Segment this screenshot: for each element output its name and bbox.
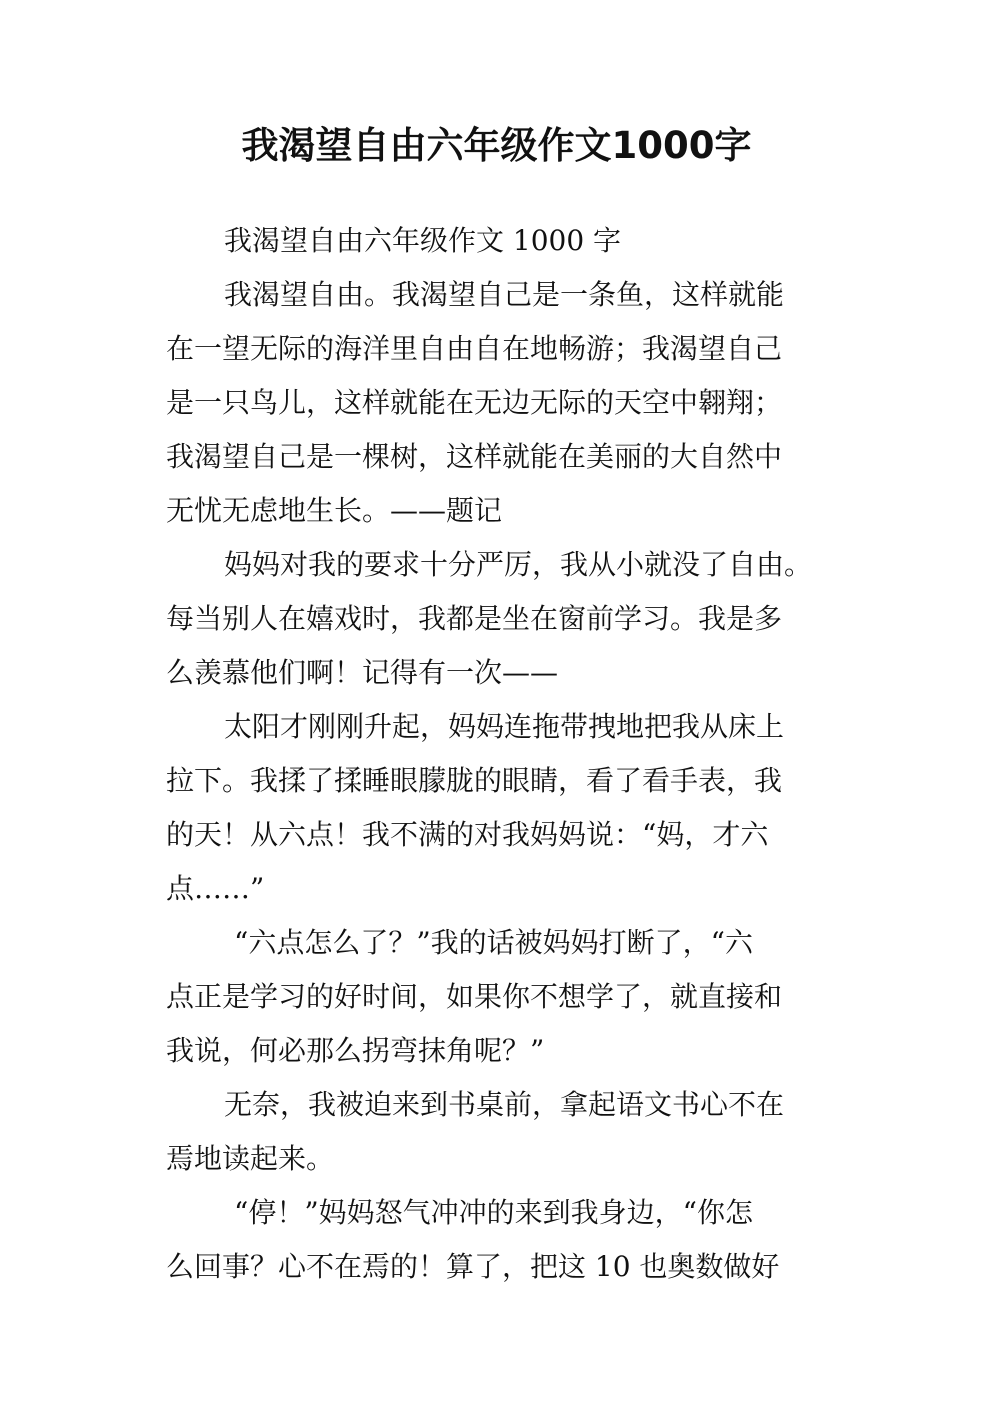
paragraph-line: 我渴望自由。我渴望自己是一条鱼，这样就能	[224, 278, 785, 311]
paragraph-line: 每当别人在嬉戏时，我都是坐在窗前学习。我是多	[166, 602, 783, 635]
paragraph-line: 我说，何必那么拐弯抹角呢？”	[166, 1034, 545, 1067]
paragraph-line: 点正是学习的好时间，如果你不想学了，就直接和	[166, 980, 783, 1013]
paragraph-line: 点……”	[166, 872, 265, 905]
document-title: 我渴望自由六年级作文1000字	[241, 124, 752, 167]
paragraph-line: 妈妈对我的要求十分严厉，我从小就没了自由。	[224, 548, 813, 581]
paragraph-line: 我渴望自己是一棵树，这样就能在美丽的大自然中	[166, 440, 783, 473]
paragraph-line: 么羡慕他们啊！记得有一次——	[166, 656, 559, 689]
subtitle-line: 我渴望自由六年级作文 1000 字	[224, 224, 622, 257]
document-body	[166, 214, 866, 1294]
paragraph-line: 是一只鸟儿，这样就能在无边无际的天空中翱翔；	[166, 386, 783, 419]
paragraph-line: “停！”妈妈怒气冲冲的来到我身边，“你怎	[234, 1196, 753, 1229]
paragraph-line: 太阳才刚刚升起，妈妈连拖带拽地把我从床上	[224, 710, 785, 743]
paragraph-line: 无奈，我被迫来到书桌前，拿起语文书心不在	[224, 1088, 785, 1121]
paragraph-line: 无忧无虑地生长。——题记	[166, 494, 503, 527]
paragraph-line: 焉地读起来。	[166, 1142, 335, 1175]
paragraph-line: “六点怎么了？”我的话被妈妈打断了，“六	[234, 926, 753, 959]
paragraph-line: 拉下。我揉了揉睡眼朦胧的眼睛，看了看手表，我	[166, 764, 783, 797]
paragraph-line: 么回事？心不在焉的！算了，把这 10 也奥数做好	[166, 1250, 780, 1283]
paragraph-line: 在一望无际的海洋里自由自在地畅游；我渴望自己	[166, 332, 783, 365]
paragraph-line: 的天！从六点！我不满的对我妈妈说：“妈，才六	[166, 818, 769, 851]
